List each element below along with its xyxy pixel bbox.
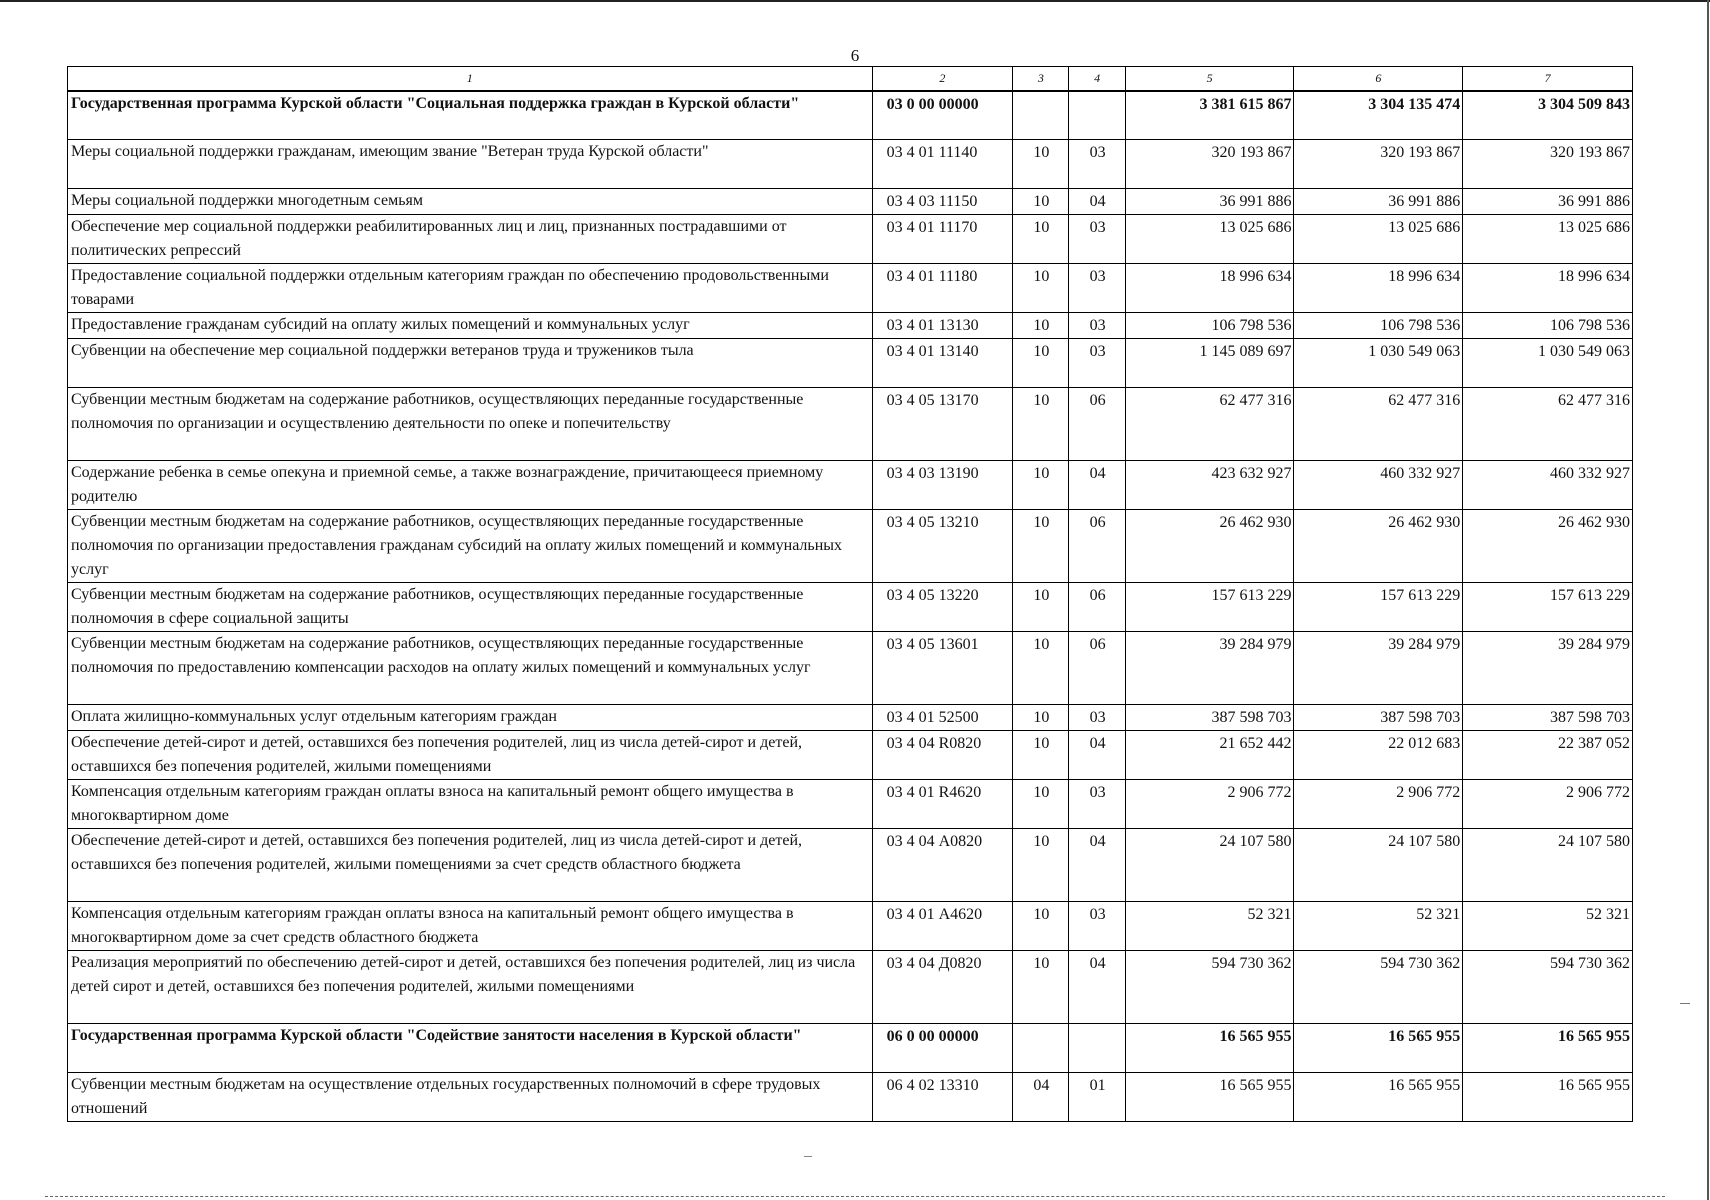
- table-row: [68, 215, 1633, 264]
- row-code-cell: 03 4 01 R4620: [872, 780, 1013, 829]
- row-name-cell: Предоставление социальной поддержки отдельным категориям граждан по обеспечению продовольственными товарами: [68, 264, 873, 313]
- header-cell: 3: [1013, 67, 1069, 91]
- row-code-cell: 03 4 01 11170: [872, 215, 1013, 264]
- row-section-cell: 10: [1013, 461, 1069, 510]
- header-cell: 1: [68, 67, 873, 91]
- row-amount-cell: 106 798 536: [1125, 313, 1294, 339]
- row-section-cell: 10: [1013, 388, 1069, 461]
- row-section-cell: 04: [1013, 1073, 1069, 1122]
- row-code-cell: 03 4 01 А4620: [872, 902, 1013, 951]
- row-amount-cell: 24 107 580: [1294, 829, 1463, 902]
- row-code-cell: 03 4 01 11140: [872, 140, 1013, 189]
- row-name-cell: Меры социальной поддержки многодетным семьям: [68, 189, 873, 215]
- row-code-cell: 03 4 05 13170: [872, 388, 1013, 461]
- table-row: [68, 313, 1633, 339]
- row-amount-cell: 1 030 549 063: [1294, 339, 1463, 388]
- row-section-cell: 10: [1013, 264, 1069, 313]
- table-row: [68, 461, 1633, 510]
- row-subsection-cell: 06: [1069, 388, 1125, 461]
- table-row: [68, 780, 1633, 829]
- row-name-cell: Содержание ребенка в семье опекуна и приемной семье, а также вознаграждение, причитающееся приемному родителю: [68, 461, 873, 510]
- row-code-cell: 03 4 01 13130: [872, 313, 1013, 339]
- row-section-cell: 10: [1013, 583, 1069, 632]
- row-subsection-cell: [1069, 1024, 1125, 1073]
- row-amount-cell: 62 477 316: [1125, 388, 1294, 461]
- row-amount-cell: 320 193 867: [1294, 140, 1463, 189]
- row-amount-cell: 18 996 634: [1294, 264, 1463, 313]
- row-section-cell: 10: [1013, 829, 1069, 902]
- table-row: [68, 189, 1633, 215]
- row-amount-cell: 594 730 362: [1463, 951, 1633, 1024]
- row-amount-cell: 18 996 634: [1125, 264, 1294, 313]
- row-section-cell: 10: [1013, 215, 1069, 264]
- row-amount-cell: 157 613 229: [1125, 583, 1294, 632]
- margin-mark: [1680, 1003, 1690, 1004]
- row-subsection-cell: 03: [1069, 313, 1125, 339]
- table-row-program: [68, 1024, 1633, 1073]
- row-subsection-cell: 06: [1069, 632, 1125, 705]
- row-subsection-cell: 06: [1069, 583, 1125, 632]
- row-amount-cell: 2 906 772: [1463, 780, 1633, 829]
- row-code-cell: 03 4 05 13601: [872, 632, 1013, 705]
- row-amount-cell: 52 321: [1125, 902, 1294, 951]
- row-name-cell: Реализация мероприятий по обеспечению детей-сирот и детей, оставшихся без попечения родителей, лиц из числа детей сирот и детей, оставшихся без попечения родителей, жилыми помещениями: [68, 951, 873, 1024]
- row-amount-cell: 387 598 703: [1125, 705, 1294, 731]
- row-amount-cell: 18 996 634: [1463, 264, 1633, 313]
- row-code-cell: 03 4 01 13140: [872, 339, 1013, 388]
- row-amount-cell: 460 332 927: [1463, 461, 1633, 510]
- row-amount-cell: 387 598 703: [1294, 705, 1463, 731]
- row-amount-cell: 36 991 886: [1294, 189, 1463, 215]
- row-amount-cell: 21 652 442: [1125, 731, 1294, 780]
- row-amount-cell: 16 565 955: [1125, 1073, 1294, 1122]
- row-name-cell: Обеспечение детей-сирот и детей, оставшихся без попечения родителей, лиц из числа детей-сирот и детей, оставшихся без попечения родителей, жилыми помещениями: [68, 731, 873, 780]
- row-code-cell: 03 4 01 52500: [872, 705, 1013, 731]
- row-section-cell: 10: [1013, 705, 1069, 731]
- row-amount-cell: 423 632 927: [1125, 461, 1294, 510]
- row-section-cell: 10: [1013, 731, 1069, 780]
- row-name-cell: Субвенции местным бюджетам на осуществление отдельных государственных полномочий в сфере трудовых отношений: [68, 1073, 873, 1122]
- row-amount-cell: 13 025 686: [1294, 215, 1463, 264]
- row-amount-cell: 36 991 886: [1125, 189, 1294, 215]
- header-cell: 5: [1125, 67, 1294, 91]
- row-subsection-cell: 04: [1069, 461, 1125, 510]
- row-amount-cell: 16 565 955: [1463, 1073, 1633, 1122]
- table-row: [68, 510, 1633, 583]
- budget-table: [67, 66, 1633, 1122]
- row-subsection-cell: 03: [1069, 705, 1125, 731]
- row-amount-cell: 460 332 927: [1294, 461, 1463, 510]
- row-name-cell: Субвенции местным бюджетам на содержание работников, осуществляющих переданные государственные полномочия по предоставлению компенсации расходов на оплату жилых помещений и коммунальных услуг: [68, 632, 873, 705]
- row-amount-cell: 52 321: [1294, 902, 1463, 951]
- scan-edge-top: [0, 0, 1710, 2]
- row-subsection-cell: 06: [1069, 510, 1125, 583]
- table-row: [68, 632, 1633, 705]
- row-amount-cell: 1 145 089 697: [1125, 339, 1294, 388]
- header-cell: 6: [1294, 67, 1463, 91]
- table-row: [68, 902, 1633, 951]
- page-number: 6: [850, 46, 860, 65]
- row-name-cell: Предоставление гражданам субсидий на оплату жилых помещений и коммунальных услуг: [68, 313, 873, 339]
- row-name-cell: Субвенции местным бюджетам на содержание работников, осуществляющих переданные государственные полномочия в сфере социальной защиты: [68, 583, 873, 632]
- table-row-program: [68, 91, 1633, 140]
- row-amount-cell: 2 906 772: [1125, 780, 1294, 829]
- row-amount-cell: 106 798 536: [1463, 313, 1633, 339]
- row-subsection-cell: 03: [1069, 140, 1125, 189]
- table-body: [68, 91, 1633, 1122]
- row-amount-cell: 157 613 229: [1463, 583, 1633, 632]
- row-subsection-cell: 04: [1069, 731, 1125, 780]
- row-amount-cell: 106 798 536: [1294, 313, 1463, 339]
- row-subsection-cell: 04: [1069, 829, 1125, 902]
- row-subsection-cell: 04: [1069, 189, 1125, 215]
- row-code-cell: 06 0 00 00000: [872, 1024, 1013, 1073]
- row-amount-cell: 62 477 316: [1294, 388, 1463, 461]
- row-amount-cell: 13 025 686: [1125, 215, 1294, 264]
- row-amount-cell: 39 284 979: [1125, 632, 1294, 705]
- table-row: [68, 388, 1633, 461]
- row-name-cell: Обеспечение детей-сирот и детей, оставшихся без попечения родителей, лиц из числа детей-сирот и детей, оставшихся без попечения родителей, жилыми помещениями за счет средств областного бюджета: [68, 829, 873, 902]
- row-section-cell: 10: [1013, 189, 1069, 215]
- row-amount-cell: 16 565 955: [1294, 1073, 1463, 1122]
- row-name-cell: Обеспечение мер социальной поддержки реабилитированных лиц и лиц, признанных пострадавшими от политических репрессий: [68, 215, 873, 264]
- row-amount-cell: 52 321: [1463, 902, 1633, 951]
- row-amount-cell: 36 991 886: [1463, 189, 1633, 215]
- row-name-cell: Меры социальной поддержки гражданам, имеющим звание "Ветеран труда Курской области": [68, 140, 873, 189]
- row-code-cell: 03 4 05 13210: [872, 510, 1013, 583]
- row-amount-cell: 16 565 955: [1125, 1024, 1294, 1073]
- row-subsection-cell: 03: [1069, 339, 1125, 388]
- row-code-cell: 03 0 00 00000: [872, 91, 1013, 140]
- row-amount-cell: 3 304 135 474: [1294, 91, 1463, 140]
- page-bottom-edge: [45, 1196, 1665, 1197]
- row-section-cell: 10: [1013, 951, 1069, 1024]
- table-row: [68, 705, 1633, 731]
- row-name-cell: Субвенции на обеспечение мер социальной поддержки ветеранов труда и тружеников тыла: [68, 339, 873, 388]
- row-section-cell: 10: [1013, 632, 1069, 705]
- row-code-cell: 03 4 05 13220: [872, 583, 1013, 632]
- row-amount-cell: 13 025 686: [1463, 215, 1633, 264]
- table-row: [68, 264, 1633, 313]
- row-amount-cell: 387 598 703: [1463, 705, 1633, 731]
- table-row: [68, 583, 1633, 632]
- row-name-cell: Субвенции местным бюджетам на содержание работников, осуществляющих переданные государственные полномочия по организации и осуществлению деятельности по опеке и попечительству: [68, 388, 873, 461]
- row-subsection-cell: 04: [1069, 951, 1125, 1024]
- row-subsection-cell: [1069, 91, 1125, 140]
- row-subsection-cell: 03: [1069, 264, 1125, 313]
- row-code-cell: 03 4 03 13190: [872, 461, 1013, 510]
- row-amount-cell: 320 193 867: [1463, 140, 1633, 189]
- row-amount-cell: 16 565 955: [1294, 1024, 1463, 1073]
- scan-edge-right: [1707, 0, 1709, 1200]
- table-row: [68, 731, 1633, 780]
- header-row: [68, 67, 1633, 91]
- row-name-cell: Компенсация отдельным категориям граждан оплаты взноса на капитальный ремонт общего имущества в многоквартирном доме за счет средств областного бюджета: [68, 902, 873, 951]
- row-amount-cell: 320 193 867: [1125, 140, 1294, 189]
- row-code-cell: 03 4 04 R0820: [872, 731, 1013, 780]
- row-name-cell: Государственная программа Курской области "Содействие занятости населения в Курской области": [68, 1024, 873, 1073]
- row-amount-cell: 24 107 580: [1125, 829, 1294, 902]
- row-section-cell: 10: [1013, 339, 1069, 388]
- row-amount-cell: 3 381 615 867: [1125, 91, 1294, 140]
- table-row: [68, 951, 1633, 1024]
- row-code-cell: 03 4 03 11150: [872, 189, 1013, 215]
- header-cell: 7: [1463, 67, 1633, 91]
- row-name-cell: Компенсация отдельным категориям граждан оплаты взноса на капитальный ремонт общего имущества в многоквартирном доме: [68, 780, 873, 829]
- row-amount-cell: 1 030 549 063: [1463, 339, 1633, 388]
- row-name-cell: Субвенции местным бюджетам на содержание работников, осуществляющих переданные государственные полномочия по организации предоставления гражданам субсидий на оплату жилых помещений и коммунальных услуг: [68, 510, 873, 583]
- row-amount-cell: 22 387 052: [1463, 731, 1633, 780]
- row-amount-cell: 39 284 979: [1463, 632, 1633, 705]
- row-subsection-cell: 01: [1069, 1073, 1125, 1122]
- row-amount-cell: 24 107 580: [1463, 829, 1633, 902]
- table-row: [68, 1073, 1633, 1122]
- row-amount-cell: 22 012 683: [1294, 731, 1463, 780]
- row-amount-cell: 594 730 362: [1294, 951, 1463, 1024]
- row-amount-cell: 26 462 930: [1463, 510, 1633, 583]
- row-amount-cell: 2 906 772: [1294, 780, 1463, 829]
- row-code-cell: 03 4 04 Д0820: [872, 951, 1013, 1024]
- row-code-cell: 06 4 02 13310: [872, 1073, 1013, 1122]
- row-section-cell: 10: [1013, 510, 1069, 583]
- header-cell: 2: [872, 67, 1013, 91]
- row-subsection-cell: 03: [1069, 902, 1125, 951]
- row-section-cell: [1013, 91, 1069, 140]
- margin-mark: [804, 1156, 812, 1157]
- row-amount-cell: 39 284 979: [1294, 632, 1463, 705]
- row-subsection-cell: 03: [1069, 215, 1125, 264]
- row-amount-cell: 594 730 362: [1125, 951, 1294, 1024]
- row-section-cell: 10: [1013, 140, 1069, 189]
- row-amount-cell: 16 565 955: [1463, 1024, 1633, 1073]
- row-amount-cell: 157 613 229: [1294, 583, 1463, 632]
- row-subsection-cell: 03: [1069, 780, 1125, 829]
- table-row: [68, 140, 1633, 189]
- row-name-cell: Государственная программа Курской области "Социальная поддержка граждан в Курской области": [68, 91, 873, 140]
- row-section-cell: [1013, 1024, 1069, 1073]
- row-amount-cell: 26 462 930: [1294, 510, 1463, 583]
- row-amount-cell: 62 477 316: [1463, 388, 1633, 461]
- row-name-cell: Оплата жилищно-коммунальных услуг отдельным категориям граждан: [68, 705, 873, 731]
- row-code-cell: 03 4 04 А0820: [872, 829, 1013, 902]
- row-amount-cell: 3 304 509 843: [1463, 91, 1633, 140]
- row-amount-cell: 26 462 930: [1125, 510, 1294, 583]
- table-row: [68, 829, 1633, 902]
- row-section-cell: 10: [1013, 780, 1069, 829]
- header-cell: 4: [1069, 67, 1125, 91]
- table-row: [68, 339, 1633, 388]
- row-code-cell: 03 4 01 11180: [872, 264, 1013, 313]
- row-section-cell: 10: [1013, 902, 1069, 951]
- row-section-cell: 10: [1013, 313, 1069, 339]
